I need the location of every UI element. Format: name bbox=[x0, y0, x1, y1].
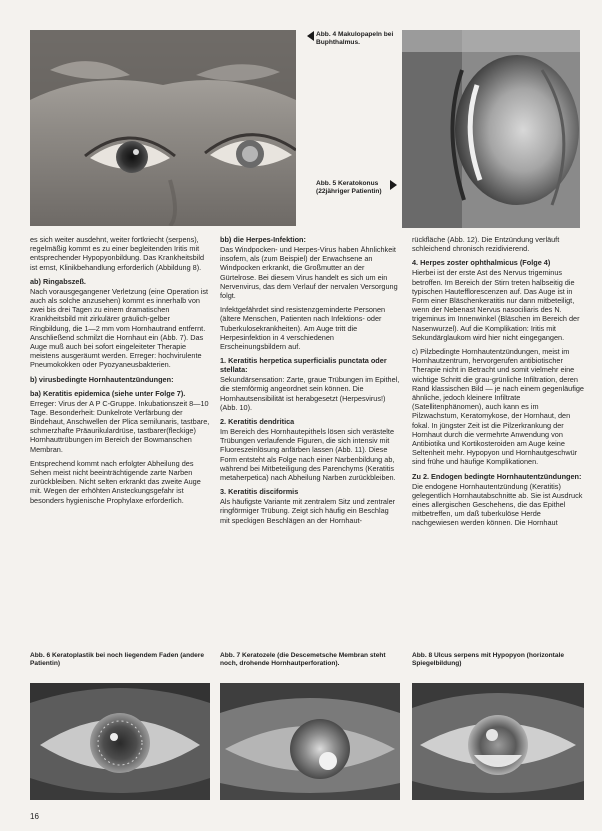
col2-paragraph-2: Infektgefährdet sind resistenzgeminderte Personen (ältere Menschen, Patienten nach Infektions- oder Tuberkulosekrankheiten). Am Auge tritt die Herpesinfektion in 4 verschiedenen Erscheinungsbildern auf. bbox=[220, 305, 386, 352]
col3-paragraph-3: c) Pilzbedingte Hornhautentzündungen, meist im Hornhautzentrum, hervorgerufen antibiotischer Therapie nicht in Betracht und somit vielmehr eine wichtige Schritt die grau-grünliche Infiltration, deren Rand klassischen Bild — je nach einem gegenläufige ähnliche, jedoch kleinere Infiltrate (Satellitenphänomen), auch kann es im Pilzwachstum, Keratomykose, der Hornhaut, den fokal. In jüngster Zeit ist die Pilzerkrankung der Hornhaut durch die vermehrte Anwendung von Antibiotika und Kortikosteroiden am Auge keine Seltenheit mehr. Hypopyon und Hornhautgeschwür sind frühe und häufige Komplikationen. bbox=[412, 347, 584, 467]
text-column-1 bbox=[30, 235, 210, 510]
figure-5-keratoconus-photo bbox=[402, 30, 580, 228]
col1-heading-ringabszess: ab) Ringabszeß. bbox=[30, 276, 86, 286]
col1-heading-epidemica: ba) Keratitis epidemica (siehe unter Folge 7). bbox=[30, 388, 186, 398]
figure-4-caption: Abb. 4 Makulopapeln bei Buphthalmus. bbox=[316, 31, 394, 46]
figure-7-image bbox=[220, 683, 400, 800]
col1-heading-virus: b) virusbedingte Hornhautentzündungen: bbox=[30, 374, 174, 384]
text-column-2 bbox=[220, 235, 400, 530]
col2-paragraph-4: Im Bereich des Hornhautepithels lösen sich verästelte Trübungen verlaufende Figuren, die sich intensiv mit Fluoreszeinlösung anfärben lassen (Abb. 11). Diese Form entsteht als Folge nach einer Narbenbildung ab, während bei Mitbeteiligung des Parenchyms (Keratitis metaherpetica) nach Abheilung Narben zurückbleiben. bbox=[220, 427, 396, 483]
col3-paragraph-1: rückfläche (Abb. 12). Die Entzündung verläuft schleichend chronisch rezidivierend. bbox=[412, 235, 560, 254]
figure-5-caption: Abb. 5 Keratokonus (22jähriger Patientin) bbox=[316, 180, 382, 195]
col3-heading-zoster: 4. Herpes zoster ophthalmicus (Folge 4) bbox=[412, 258, 551, 268]
col1-paragraph-2: Nach vorausgegangener Verletzung (eine Operation ist auch als solche anzusehen) kommt es innerhalb von zwei bis drei Tagen zu einem dramatischen Krankheitsbild mit zirkulärer gräulich-gelber Ringbildung, die 1—2 mm vom Hornhautrand entfernt. Anschließend schmilzt die Hornhaut ein (Abb. 7). Das Auge muß auch bei sofort eingeleiteter Therapie meistens ausgeräumt werden. Erreger: hochvirulente Pneumokokken oder Pyozyaneusbakterien. bbox=[30, 286, 209, 370]
col2-paragraph-1: Das Windpocken- und Herpes-Virus haben Ähnlichkeit insofern, als (zum Beispiel) der Erwachsene an Windpocken erkrankt, die Großmutter an der Gürtelrose. Bei diesem Virus handelt es sich um ein Nervenvirus, das dem Verlauf der nervalen Versorgung folgt. bbox=[220, 245, 398, 301]
figure-8-caption: Abb. 8 Ulcus serpens mit Hypopyon (horizontale Spiegelbildung) bbox=[412, 652, 565, 667]
col1-paragraph-1: es sich weiter ausdehnt, weiter fortkriecht (serpens), regelmäßig kommt es zu einer begleitenden Iritis mit entsprechender Hypopyonbildung. Das Krankheitsbild ist ernst, Klinikbehandlung erforderlich (Abbildung 8). bbox=[30, 235, 205, 272]
col2-paragraph-3: Sekundärsensation: Zarte, graue Trübungen im Epithel, die sternförmig angeordnet sein können. Die Hornhautsensibilität ist herabgesetzt (Herpesvirus!) (Abb. 10). bbox=[220, 375, 400, 412]
col3-heading-endogen: Zu 2. Endogen bedingte Hornhautentzündungen: bbox=[412, 471, 582, 481]
col3-paragraph-2: Hierbei ist der erste Ast des Nervus trigeminus betroffen. Im Bereich der Stirn treten halbseitig die typischen Hautefflorescenzen auf. Das Auge ist in Form einer Bläschenkeratitis nur dann mitbeteiligt, wenn der Nebenast Nervus nasociliaris des N. trigeminus im Innenwinkel (Bläschen im Bereich der Nasenwurzel). Auf die Komplikation: Iritis mit Sekundärglaukom wird hier nicht eingegangen. bbox=[412, 268, 580, 342]
col1-paragraph-4: Entsprechend kommt nach erfolgter Abheilung des Sehen meist nicht beeinträchtigende zarte Narben zurückbleiben. Nicht selten erkrankt das zweite Auge mit. Wegen der erhöhten Ansteckungsgefahr ist besonders hygienische Prophylaxe erforderlich. bbox=[30, 458, 201, 505]
col2-heading-dendritica: 2. Keratitis dendritica bbox=[220, 417, 295, 427]
figure-6-image bbox=[30, 683, 210, 800]
figure-4-child-face-photo bbox=[30, 30, 296, 226]
figure-5-image bbox=[402, 30, 580, 228]
figure-8-image bbox=[412, 683, 584, 800]
col2-heading-superficialis: 1. Keratitis herpetica superficialis punctata oder stellata: bbox=[220, 356, 387, 375]
figure-8-ulcus-serpens-photo bbox=[412, 683, 584, 800]
col2-heading-disciformis: 3. Keratitis disciformis bbox=[220, 487, 299, 497]
figure-7-caption: Abb. 7 Keratozele (die Descemetsche Membran steht noch, drohende Hornhautperforation). bbox=[220, 652, 386, 667]
figure-6-keratoplasty-photo bbox=[30, 683, 210, 800]
figure-4-pointer-icon bbox=[307, 31, 314, 41]
figure-4-image bbox=[30, 30, 296, 226]
figure-6-caption: Abb. 6 Keratoplastik bei noch liegendem Faden (andere Patientin) bbox=[30, 652, 205, 667]
page-number: 16 bbox=[30, 812, 39, 821]
text-column-3 bbox=[412, 235, 584, 533]
figure-5-pointer-icon bbox=[390, 180, 397, 190]
figure-7-keratocele-photo bbox=[220, 683, 400, 800]
col3-paragraph-4: Die endogene Hornhautentzündung (Keratitis) gelegentlich Hornhautabschnitte ab. Sie ist Ausdruck eines allergischen Geschehens, die das Epithel mitbetreffen, um daß tuberkulöse Herde nachgewiesen werden können. Die Hornhaut bbox=[412, 481, 583, 528]
col2-paragraph-5: Als häufigste Variante mit zentralem Sitz und zentraler ringförmiger Trübung. Zeigt sich häufig ein Beschlag mit speckigen Beschlägen an der Hornhaut- bbox=[220, 497, 396, 525]
col1-paragraph-3: Erreger: Virus der A P C-Gruppe. Inkubationszeit 8—10 Tage. Besonderheit: Dunkelrote Verfärbung der Bindehaut, Anschwellen der Plica semilunaris, tastbare, schmerzhafte Präaurikulardrüse, tastbarer(fleckige) Hornhauttrübungen im Bereich der Bowmanschen Membran. bbox=[30, 398, 210, 454]
col2-heading-herpes: bb) die Herpes-Infektion: bbox=[220, 235, 306, 244]
